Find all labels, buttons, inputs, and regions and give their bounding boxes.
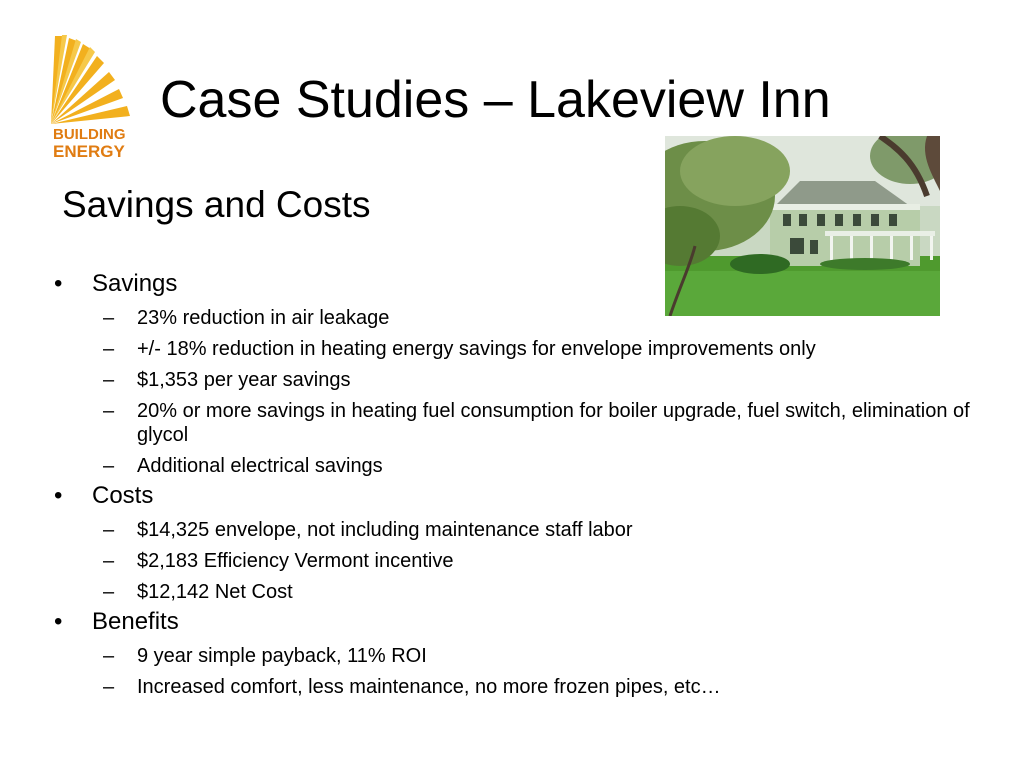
list-item-text: 23% reduction in air leakage bbox=[137, 307, 390, 329]
list-item bbox=[52, 644, 972, 668]
list-item bbox=[52, 454, 972, 478]
dash-marker: – bbox=[103, 307, 115, 329]
dash-marker: – bbox=[103, 369, 115, 391]
logo-text-energy: ENERGY bbox=[53, 142, 125, 161]
section-label: Savings bbox=[92, 270, 178, 297]
list-item-text: 20% or more savings in heating fuel consumption for boiler upgrade, fuel switch, elimination of glycol bbox=[137, 400, 970, 446]
dash-marker: – bbox=[103, 519, 115, 541]
list-item bbox=[52, 518, 972, 542]
list-item bbox=[52, 549, 972, 573]
list-item-text: $2,183 Efficiency Vermont incentive bbox=[137, 550, 454, 572]
list-item bbox=[52, 399, 972, 447]
bullet-marker: • bbox=[54, 482, 63, 509]
list-item bbox=[52, 675, 972, 699]
logo-text-building: BUILDING bbox=[53, 126, 126, 143]
list-item-text: 9 year simple payback, 11% ROI bbox=[137, 645, 427, 667]
bullet-marker: • bbox=[54, 270, 63, 297]
dash-marker: – bbox=[103, 581, 115, 603]
dash-marker: – bbox=[103, 455, 115, 477]
list-item bbox=[52, 306, 972, 330]
list-item-text: +/- 18% reduction in heating energy savings for envelope improvements only bbox=[137, 338, 816, 360]
list-item bbox=[52, 337, 972, 361]
dash-marker: – bbox=[103, 676, 115, 698]
bullet-list bbox=[52, 266, 972, 699]
list-item-text: Increased comfort, less maintenance, no more frozen pipes, etc… bbox=[137, 676, 721, 698]
slide-subtitle: Savings and Costs bbox=[62, 184, 371, 225]
list-item-text: Additional electrical savings bbox=[137, 455, 383, 477]
section-costs bbox=[52, 481, 972, 511]
list-item bbox=[52, 580, 972, 604]
section-label: Benefits bbox=[92, 608, 179, 635]
dash-marker: – bbox=[103, 400, 115, 422]
section-benefits bbox=[52, 607, 972, 637]
list-item bbox=[52, 368, 972, 392]
slide-title: Case Studies – Lakeview Inn bbox=[160, 71, 831, 129]
dash-marker: – bbox=[103, 550, 115, 572]
building-energy-logo bbox=[51, 34, 141, 162]
dash-marker: – bbox=[103, 338, 115, 360]
section-label: Costs bbox=[92, 482, 154, 509]
dash-marker: – bbox=[103, 645, 115, 667]
bullet-marker: • bbox=[54, 608, 63, 635]
list-item-text: $1,353 per year savings bbox=[137, 369, 351, 391]
sunburst-logo-icon bbox=[51, 34, 141, 129]
list-item-text: $12,142 Net Cost bbox=[137, 581, 293, 603]
list-item-text: $14,325 envelope, not including maintenance staff labor bbox=[137, 519, 633, 541]
section-savings bbox=[52, 269, 972, 299]
